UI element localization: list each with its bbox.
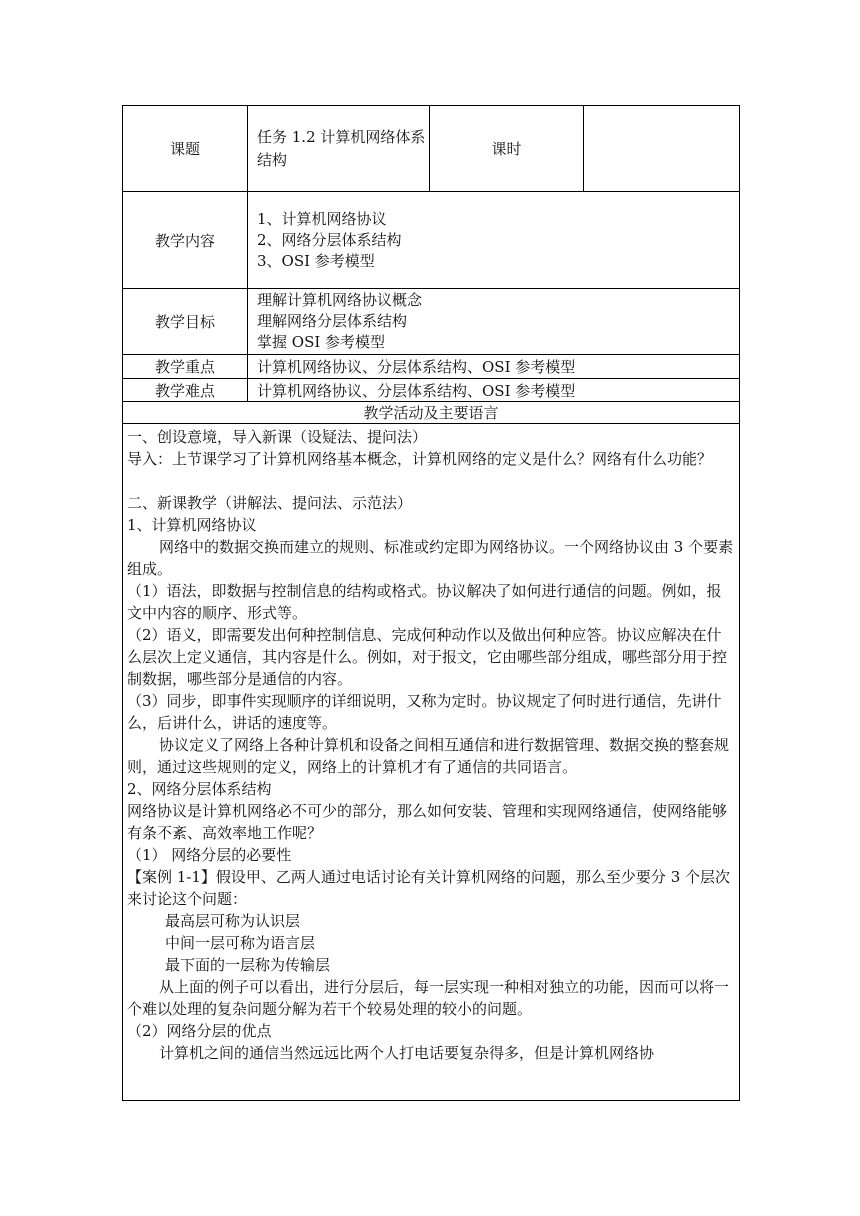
content-row: [123, 192, 740, 289]
paragraph: 协议定义了网络上各种计算机和设备之间相互通信和进行数据管理、数据交换的整套规则，通过这些规则的定义，网络上的计算机才有了通信的共同语言。: [127, 736, 730, 776]
paragraph: 从上面的例子可以看出，进行分层后，每一层实现一种相对独立的功能，因而可以将一个难以处理的复杂问题分解为若干个较易处理的较小的问题。: [127, 978, 730, 1018]
difficulties-label: 教学难点: [123, 379, 248, 402]
topic-value: 任务 1.2 计算机网络体系结构: [248, 106, 430, 192]
activity-body-row: [123, 424, 740, 1101]
key-points-row: [123, 355, 740, 379]
goals-item: 理解计算机网络协议概念: [257, 291, 423, 309]
hours-label: 课时: [430, 106, 584, 192]
list-item: 中间一层可称为语言层: [165, 934, 316, 952]
list-item: 最高层可称为认识层: [165, 912, 301, 930]
subsection-heading: 2、网络分层体系结构: [127, 780, 272, 798]
paragraph: 导入：上节课学习了计算机网络基本概念，计算机网络的定义是什么？网络有什么功能？: [127, 450, 713, 468]
section-heading: 一、创设意境，导入新课（设疑法、提问法）: [127, 428, 428, 446]
paragraph: （1） 网络分层的必要性: [127, 846, 292, 864]
case-paragraph: 【案例 1-1】假设甲、乙两人通过电话讨论有关计算机网络的问题，那么至少要分 3 个层次来讨论这个问题：: [127, 868, 731, 908]
content-label: 教学内容: [123, 192, 248, 289]
paragraph: （2）网络分层的优点: [127, 1022, 272, 1040]
topic-label: 课题: [123, 106, 248, 192]
content-list: [248, 192, 740, 289]
content-item: 2、网络分层体系结构: [257, 230, 402, 249]
section-heading: 二、新课教学（讲解法、提问法、示范法）: [127, 494, 413, 512]
subsection-heading: 1、计算机网络协议: [127, 516, 257, 534]
goals-label: 教学目标: [123, 289, 248, 355]
paragraph: 网络协议是计算机网络必不可少的部分，那么如何安装、管理和实现网络通信，使网络能够有条不紊、高效率地工作呢？: [127, 802, 728, 842]
content-item: 3、OSI 参考模型: [257, 251, 375, 270]
goals-row: [123, 289, 740, 355]
activity-header-row: [123, 402, 740, 424]
topic-row: [123, 106, 740, 192]
content-item: 1、计算机网络协议: [257, 209, 387, 228]
activity-body: [123, 424, 740, 1101]
difficulties-value: 计算机网络协议、分层体系结构、OSI 参考模型: [248, 379, 740, 402]
goals-item: 掌握 OSI 参考模型: [257, 333, 386, 351]
list-item: 最下面的一层称为传输层: [165, 956, 331, 974]
goals-list: [248, 289, 740, 355]
paragraph: （2）语义，即需要发出何种控制信息、完成何种动作以及做出何种应答。协议应解决在什么层次上定义通信，其内容是什么。例如，对于报文，它由哪些部分组成，哪些部分用于控制数据，哪些部分是通信的内容。: [127, 626, 728, 688]
blank-line: [123, 470, 739, 492]
key-points-value: 计算机网络协议、分层体系结构、OSI 参考模型: [248, 355, 740, 379]
lesson-plan-table: [122, 105, 740, 1101]
paragraph: 网络中的数据交换而建立的规则、标准或约定即为网络协议。一个网络协议由 3 个要素组成。: [127, 538, 734, 578]
paragraph: 计算机之间的通信当然远远比两个人打电话要复杂得多，但是计算机网络协: [159, 1044, 655, 1062]
goals-item: 理解网络分层体系结构: [257, 312, 408, 330]
key-points-label: 教学重点: [123, 355, 248, 379]
hours-value: [584, 106, 740, 192]
difficulties-row: [123, 379, 740, 402]
paragraph: （3）同步，即事件实现顺序的详细说明，又称为定时。协议规定了何时进行通信，先讲什么，后讲什么，讲话的速度等。: [127, 692, 722, 732]
activity-header: 教学活动及主要语言: [123, 402, 740, 424]
paragraph: （1）语法，即数据与控制信息的结构或格式。协议解决了如何进行通信的问题。例如，报文中内容的顺序、形式等。: [127, 582, 722, 622]
